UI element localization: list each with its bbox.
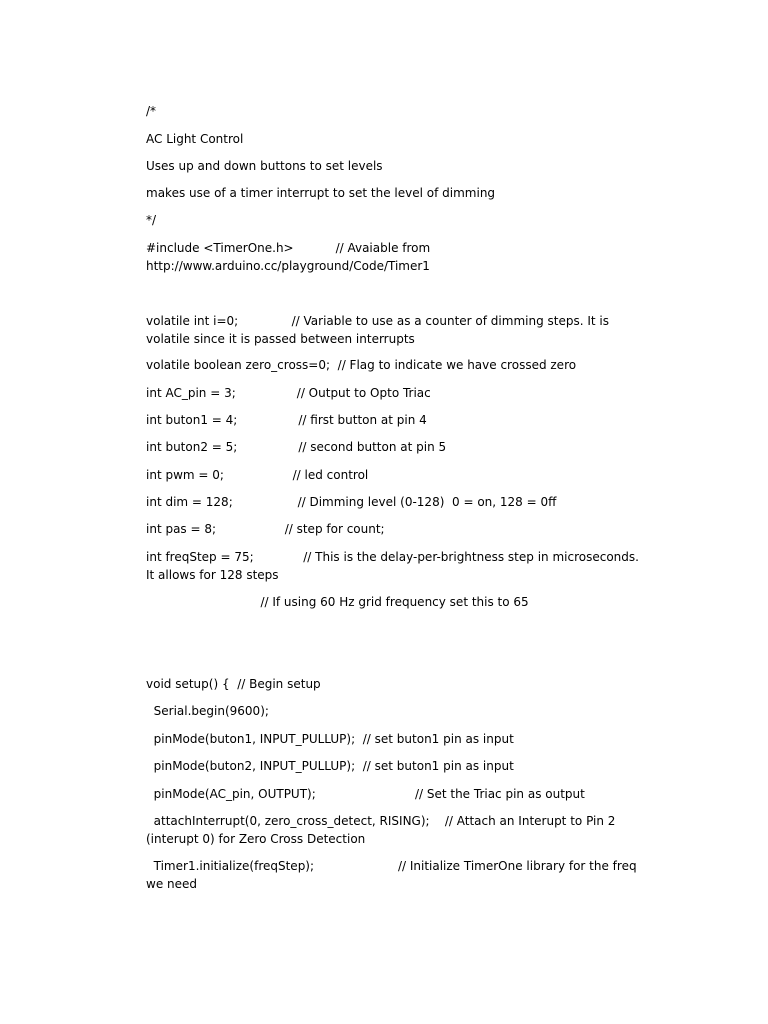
code-line: attachInterrupt(0, zero_cross_detect, RISING); // Attach an Interupt to Pin 2 (interupt 0) for Zero Cross Detection bbox=[146, 814, 620, 846]
code-line: volatile boolean zero_cross=0; // Flag to indicate we have crossed zero bbox=[146, 358, 577, 372]
code-line: AC Light Control bbox=[146, 132, 244, 146]
code-line: int buton2 = 5; // second button at pin 5 bbox=[146, 440, 447, 454]
code-line: */ bbox=[146, 213, 157, 227]
code-line: int AC_pin = 3; // Output to Opto Triac bbox=[146, 386, 431, 400]
code-line: makes use of a timer interrupt to set the level of dimming bbox=[146, 186, 496, 200]
code-line: #include <TimerOne.h> // Avaiable from http://www.arduino.cc/playground/Code/Timer1 bbox=[146, 241, 435, 273]
code-line: /* bbox=[146, 104, 157, 118]
code-line: void setup() { // Begin setup bbox=[146, 677, 321, 691]
code-line: int freqStep = 75; // This is the delay-per-brightness step in microseconds. It allows for 128 steps bbox=[146, 550, 643, 582]
code-line: pinMode(buton2, INPUT_PULLUP); // set buton1 pin as input bbox=[146, 759, 514, 773]
code-line: Serial.begin(9600); bbox=[146, 704, 269, 718]
code-line: // If using 60 Hz grid frequency set this to 65 bbox=[146, 595, 529, 609]
code-line: int pwm = 0; // led control bbox=[146, 468, 369, 482]
code-line: int buton1 = 4; // first button at pin 4 bbox=[146, 413, 427, 427]
code-line: Uses up and down buttons to set levels bbox=[146, 159, 383, 173]
code-line: pinMode(buton1, INPUT_PULLUP); // set buton1 pin as input bbox=[146, 732, 514, 746]
code-line: Timer1.initialize(freqStep); // Initialize TimerOne library for the freq we need bbox=[146, 859, 641, 891]
code-line: pinMode(AC_pin, OUTPUT); // Set the Triac pin as output bbox=[146, 787, 585, 801]
code-line: volatile int i=0; // Variable to use as a counter of dimming steps. It is volatile since it is passed between interrupts bbox=[146, 314, 613, 346]
code-line: int dim = 128; // Dimming level (0-128) 0 = on, 128 = 0ff bbox=[146, 495, 557, 509]
code-line: int pas = 8; // step for count; bbox=[146, 522, 385, 536]
